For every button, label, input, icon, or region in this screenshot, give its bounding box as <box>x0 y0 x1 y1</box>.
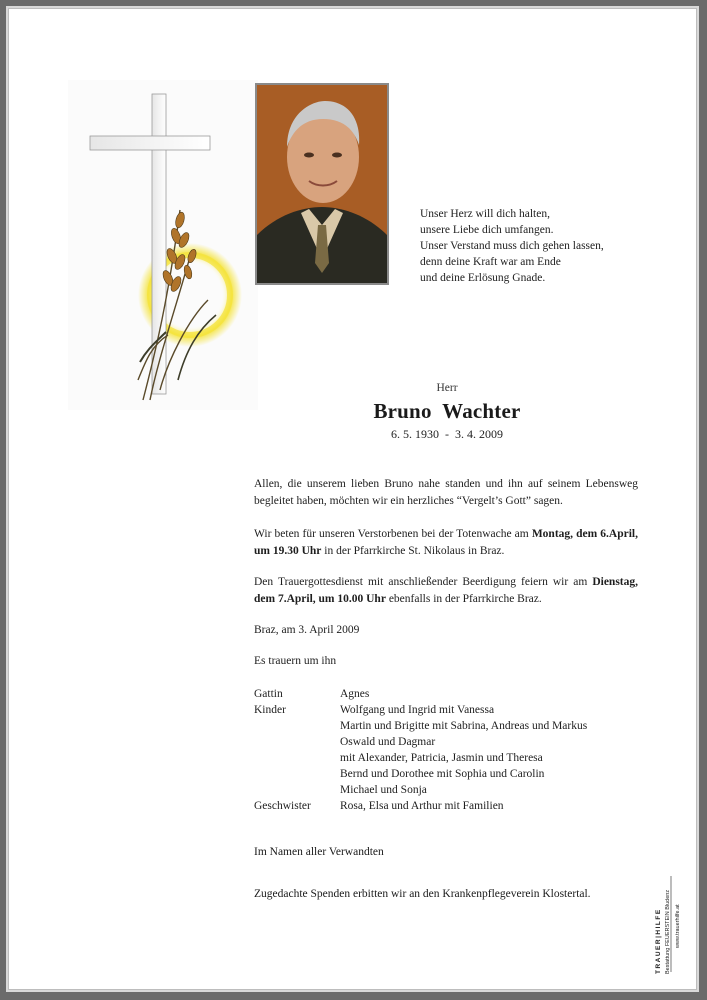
closing-line: Im Namen aller Verwandten <box>254 846 384 858</box>
obituary-page <box>6 6 699 992</box>
funeral-date: Dienstag, dem 7.April, um 10.00 Uhr <box>254 576 638 605</box>
trauerhilfe-logo-icon <box>648 868 688 976</box>
notice-body <box>254 476 638 814</box>
poem-line: Unser Verstand muss dich gehen lassen, <box>420 240 604 252</box>
relation-names <box>340 702 638 798</box>
portrait-icon <box>257 85 387 283</box>
mourners-intro: Es trauern um ihn <box>254 655 337 667</box>
svg-text:www.trauerhilfe.at: www.trauerhilfe.at <box>675 904 681 948</box>
svg-text:TRAUER|HILFE: TRAUER|HILFE <box>655 908 662 974</box>
wake-location: in der Pfarrkirche St. Nikolaus in Braz. <box>321 545 505 557</box>
family-row <box>254 798 638 814</box>
poem-line: denn deine Kraft war am Ende <box>420 256 561 268</box>
funeral-home-logo <box>648 868 688 976</box>
relation-names <box>340 686 638 702</box>
poem <box>420 206 670 286</box>
donation-note: Zugedachte Spenden erbitten wir an den Krankenpflegeverein Klostertal. <box>254 888 591 900</box>
family-list <box>254 686 638 814</box>
relation-names <box>340 798 638 814</box>
poem-line: unsere Liebe dich umfangen. <box>420 224 554 236</box>
name-line: Martin und Brigitte mit Sabrina, Andreas und Markus <box>340 720 588 732</box>
cross-with-wheat-illustration <box>68 80 258 410</box>
name-line: Oswald und Dagmar <box>340 736 436 748</box>
poem-line: und deine Erlösung Gnade. <box>420 272 546 284</box>
place-date: Braz, am 3. April 2009 <box>254 624 360 636</box>
family-row <box>254 686 638 702</box>
name-line: mit Alexander, Patricia, Jasmin und Theresa <box>340 752 543 764</box>
funeral-paragraph <box>254 574 638 608</box>
wake-date: Montag, dem 6.April, um 19.30 Uhr <box>254 528 638 557</box>
svg-text:Bestattung FEUERSTEIN Bludenz: Bestattung FEUERSTEIN Bludenz <box>665 889 671 974</box>
relation-label: Kinder <box>254 704 286 716</box>
poem-line: Unser Herz will dich halten, <box>420 208 550 220</box>
family-row <box>254 702 638 798</box>
portrait-photo <box>255 83 389 285</box>
name-line: Michael und Sonja <box>340 784 427 796</box>
wake-paragraph <box>254 526 638 560</box>
funeral-location: ebenfalls in der Pfarrkirche Braz. <box>385 593 542 605</box>
name-line: Bernd und Dorothee mit Sophia und Carolin <box>340 768 545 780</box>
life-dates: 6. 5. 1930 - 3. 4. 2009 <box>391 427 503 441</box>
relation-label: Geschwister <box>254 800 311 812</box>
deceased-name: Bruno Wachter <box>373 399 521 423</box>
funeral-text: Den Trauergottesdienst mit anschließender Beerdigung feiern wir am <box>254 576 593 588</box>
name-line: Rosa, Elsa und Arthur mit Familien <box>340 800 504 812</box>
relation-label: Gattin <box>254 688 283 700</box>
wake-text: Wir beten für unseren Verstorbenen bei der Totenwache am <box>254 528 532 540</box>
deceased-header <box>258 382 636 442</box>
cross-icon <box>68 80 258 410</box>
thanks-paragraph: Allen, die unserem lieben Bruno nahe standen und ihn auf seinem Lebensweg begleitet haben, möchten wir ein herzliches “Vergelt’s Gott” sagen. <box>254 478 638 507</box>
name-line: Wolfgang und Ingrid mit Vanessa <box>340 704 495 716</box>
name-line: Agnes <box>340 688 370 700</box>
salutation: Herr <box>436 382 458 394</box>
